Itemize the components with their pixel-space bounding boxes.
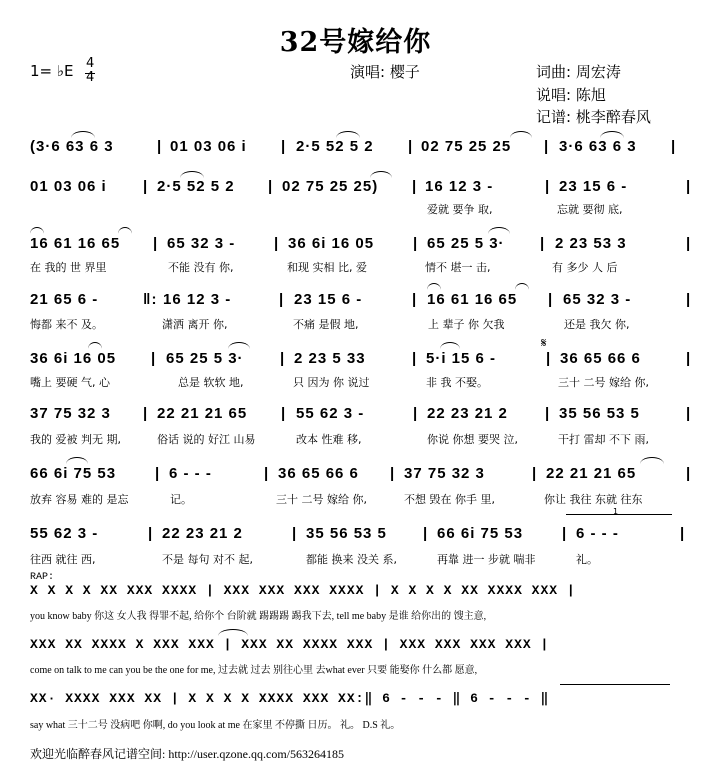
measure: 65 32 3 - [563,291,632,308]
lyric-text: 和现 实相 比, 爱 [287,261,367,274]
lyric-row-7 [0,491,711,507]
barline: | [686,178,692,195]
barline: | [264,465,270,482]
lyric-text: 三十 二号 嫁给 你, [558,376,649,389]
barline: | [686,235,692,252]
measure: 22 21 21 65 [546,465,637,482]
measure: 55 62 3 - [30,525,99,542]
tie-mark [440,342,460,349]
barline: | [532,465,538,482]
tie-mark [66,457,88,464]
tie-mark [640,457,664,464]
measure: 37 75 32 3 [404,465,485,482]
measure: 01 03 06 i [170,138,247,155]
tie-mark [427,283,441,290]
tie-mark [488,227,510,234]
tie-mark [30,227,44,234]
measure: 16 61 16 65 [427,291,518,308]
tie-mark [370,171,392,178]
score-row-3 [0,235,711,259]
measure: 65 32 3 - [167,235,236,252]
barline: | [680,525,686,542]
barline: | [540,235,546,252]
score-row-6 [0,405,711,429]
tie-mark [71,131,95,138]
measure: 02 75 25 25) [282,178,379,195]
lyric-row-5 [0,374,711,390]
barline: | [143,405,149,422]
measure: 5·i 15 6 - [426,350,497,367]
lyric-text: 情不 堪一 击, [425,261,491,274]
barline: | [423,525,429,542]
score-row-4 [0,291,711,315]
measure: 35 56 53 5 [559,405,640,422]
barline: | [148,525,154,542]
measure: 3·6 63 6 3 [559,138,637,155]
lyric-text: 三十 二号 嫁给 你, [276,493,367,506]
segno-icon: 𝄋 [541,336,547,351]
lyric-row-2 [0,201,711,217]
measure: 2 23 53 3 [555,235,627,252]
measure: 2·5 52 5 2 [157,178,235,195]
tie-mark [180,171,204,178]
lyric-row-4 [0,316,711,332]
barline: | [280,350,286,367]
lyric-text: 爱就 要争 取, [427,203,493,216]
measure: 01 03 06 i [30,178,107,195]
barline: | [686,405,692,422]
measure: 66 6i 75 53 [437,525,524,542]
barline: | [545,405,551,422]
score-row-1 [0,138,711,162]
key-signature: 1= ♭E [30,62,74,80]
rap-rhythm-1: X X X X XX XXX XXXX | XXX XXX XXX XXXX | X X X X XX XXXX XXX | [30,583,576,598]
barline: | [546,350,552,367]
lyric-text: 不是 每句 对不 起, [162,553,253,566]
lyric-text: 嘴上 要硬 气, 心 [30,376,110,389]
tie-mark [88,342,102,349]
rap-rhythm-3: XX· XXXX XXX XX | X X X X XXXX XXX XX:‖ 6 - - - ‖ 6 - - - ‖ [30,691,550,706]
lyric-text: 往西 就往 西, [30,553,96,566]
measure: (3·6 63 6 3 [30,138,114,155]
barline: | [408,138,414,155]
volta-line [566,514,672,515]
barline: | [412,178,418,195]
credit-rap: 说唱: 陈旭 [536,86,606,104]
tie-mark [510,131,532,138]
barline: | [143,178,149,195]
tie-mark [218,629,248,636]
measure: 22 21 21 65 [157,405,248,422]
lyric-text: 上 辈子 你 欠我 [428,318,505,331]
measure: 16 12 3 - [163,291,232,308]
lyric-text: 不能 没有 你, [168,261,234,274]
lyric-text: 有 多少 人 后 [552,261,618,274]
barline: | [545,178,551,195]
measure: 21 65 6 - [30,291,99,308]
barline: | [686,350,692,367]
tie-mark [336,131,360,138]
barline: | [157,138,163,155]
tie-mark [600,131,624,138]
barline: | [412,350,418,367]
lyric-text: 干打 雷却 不下 雨, [558,433,649,446]
lyric-row-8 [0,551,711,567]
measure: 16 12 3 - [425,178,494,195]
lyric-text: 再靠 进一 步就 喘非 [437,553,536,566]
volta-line [560,684,670,685]
song-title: 32号嫁给你 [279,27,432,58]
score-row-2 [0,178,711,202]
lyric-text: 还是 我欠 你, [564,318,630,331]
tie-mark [515,283,529,290]
lyric-text: 潇洒 离开 你, [162,318,228,331]
lyric-text: 礼。 [576,553,598,566]
barline: | [279,291,285,308]
tie-mark [228,342,250,349]
barline: | [390,465,396,482]
time-signature-bottom: 4 [86,70,95,85]
barline: | [268,178,274,195]
score-row-7 [0,465,711,489]
lyric-text: 改本 性难 移, [296,433,362,446]
measure: 35 56 53 5 [306,525,387,542]
measure: 36 65 66 6 [278,465,359,482]
measure: 23 15 6 - [559,178,628,195]
tie-mark [118,227,132,234]
measure: 36 65 66 6 [560,350,641,367]
barline: | [686,291,692,308]
barline: | [292,525,298,542]
lyric-row-6 [0,431,711,447]
credit-lyricist: 词曲: 周宏涛 [536,63,621,81]
measure: 55 62 3 - [296,405,365,422]
barline: | [413,405,419,422]
barline: | [562,525,568,542]
rap-rhythm-2: XXX XX XXXX X XXX XXX | XXX XX XXXX XXX | XXX XXX XXX XXX | [30,637,550,652]
lyric-text: 俗话 说的 好江 山易 [157,433,256,446]
measure: 37 75 32 3 [30,405,111,422]
lyric-text: 忘就 要彻 底, [557,203,623,216]
lyric-text: 在 我的 世 界里 [30,261,107,274]
lyric-text: 总是 软软 地, [178,376,244,389]
lyric-row-3 [0,259,711,275]
lyric-text: 记。 [170,493,192,506]
barline: | [151,350,157,367]
lyric-text: 非 我 不娶。 [426,376,488,389]
measure: 6 - - - [576,525,619,542]
barline: | [281,138,287,155]
footer-url[interactable]: 欢迎光临醉春风记谱空间: http://user.qzone.qq.com/563264185 [30,747,344,761]
volta-mark: 1 [613,507,619,516]
lyric-text: 你让 我往 东就 往东 [544,493,643,506]
lyric-text: 都能 换来 没关 系, [306,553,397,566]
singer: 演唱: 樱子 [350,63,420,81]
barline: | [274,235,280,252]
lyric-text: 不想 毁在 你手 里, [404,493,495,506]
barline: | [153,235,159,252]
lyric-text: 不痛 是假 地, [293,318,359,331]
score-row-8 [0,525,711,549]
barline: | [155,465,161,482]
rap-lyrics-2: come on talk to me can you be the one for me, 过去就 过去 别往心里 去what ever 只要 能娶你 什么都 愿意, [30,665,478,676]
credit-transcriber: 记谱: 桃李醉春风 [536,108,651,126]
lyric-text: 你说 你想 要哭 泣, [427,433,518,446]
lyric-text: 悔都 来不 及。 [30,318,103,331]
measure: 23 15 6 - [294,291,363,308]
repeat-start: ‖: [143,291,158,308]
measure: 2 23 5 33 [294,350,366,367]
measure: 65 25 5 3· [166,350,244,367]
measure: 16 61 16 65 [30,235,121,252]
measure: 36 6i 16 05 [288,235,375,252]
barline: | [281,405,287,422]
barline: | [413,235,419,252]
rap-lyrics-3: say what 三十二号 没病吧 你啊, do you look at me 在家里 不停撕 日历。 礼。 D.S 礼。 [30,720,401,731]
measure: 6 - - - [169,465,212,482]
barline: | [412,291,418,308]
barline: | [548,291,554,308]
time-signature-top: 4 [86,56,95,71]
measure: 02 75 25 25 [421,138,512,155]
measure: 22 23 21 2 [162,525,243,542]
measure: 66 6i 75 53 [30,465,117,482]
measure: 2·5 52 5 2 [296,138,374,155]
measure: 36 6i 16 05 [30,350,117,367]
barline: | [671,138,677,155]
rap-label: RAP: [30,572,55,583]
rap-lyrics-1: you know baby 你这 女人我 得罪不起, 给你个 台阶就 踢踢踢 踢我下去, tell me baby 是谁 给你出的 馊主意, [30,611,487,622]
measure: 22 23 21 2 [427,405,508,422]
lyric-text: 放弃 容易 难的 是忘 [30,493,129,506]
lyric-text: 我的 爱被 判无 期, [30,433,121,446]
barline: | [544,138,550,155]
measure: 65 25 5 3· [427,235,505,252]
barline: | [686,465,692,482]
lyric-text: 只 因为 你 说过 [293,376,370,389]
score-row-5 [0,350,711,374]
